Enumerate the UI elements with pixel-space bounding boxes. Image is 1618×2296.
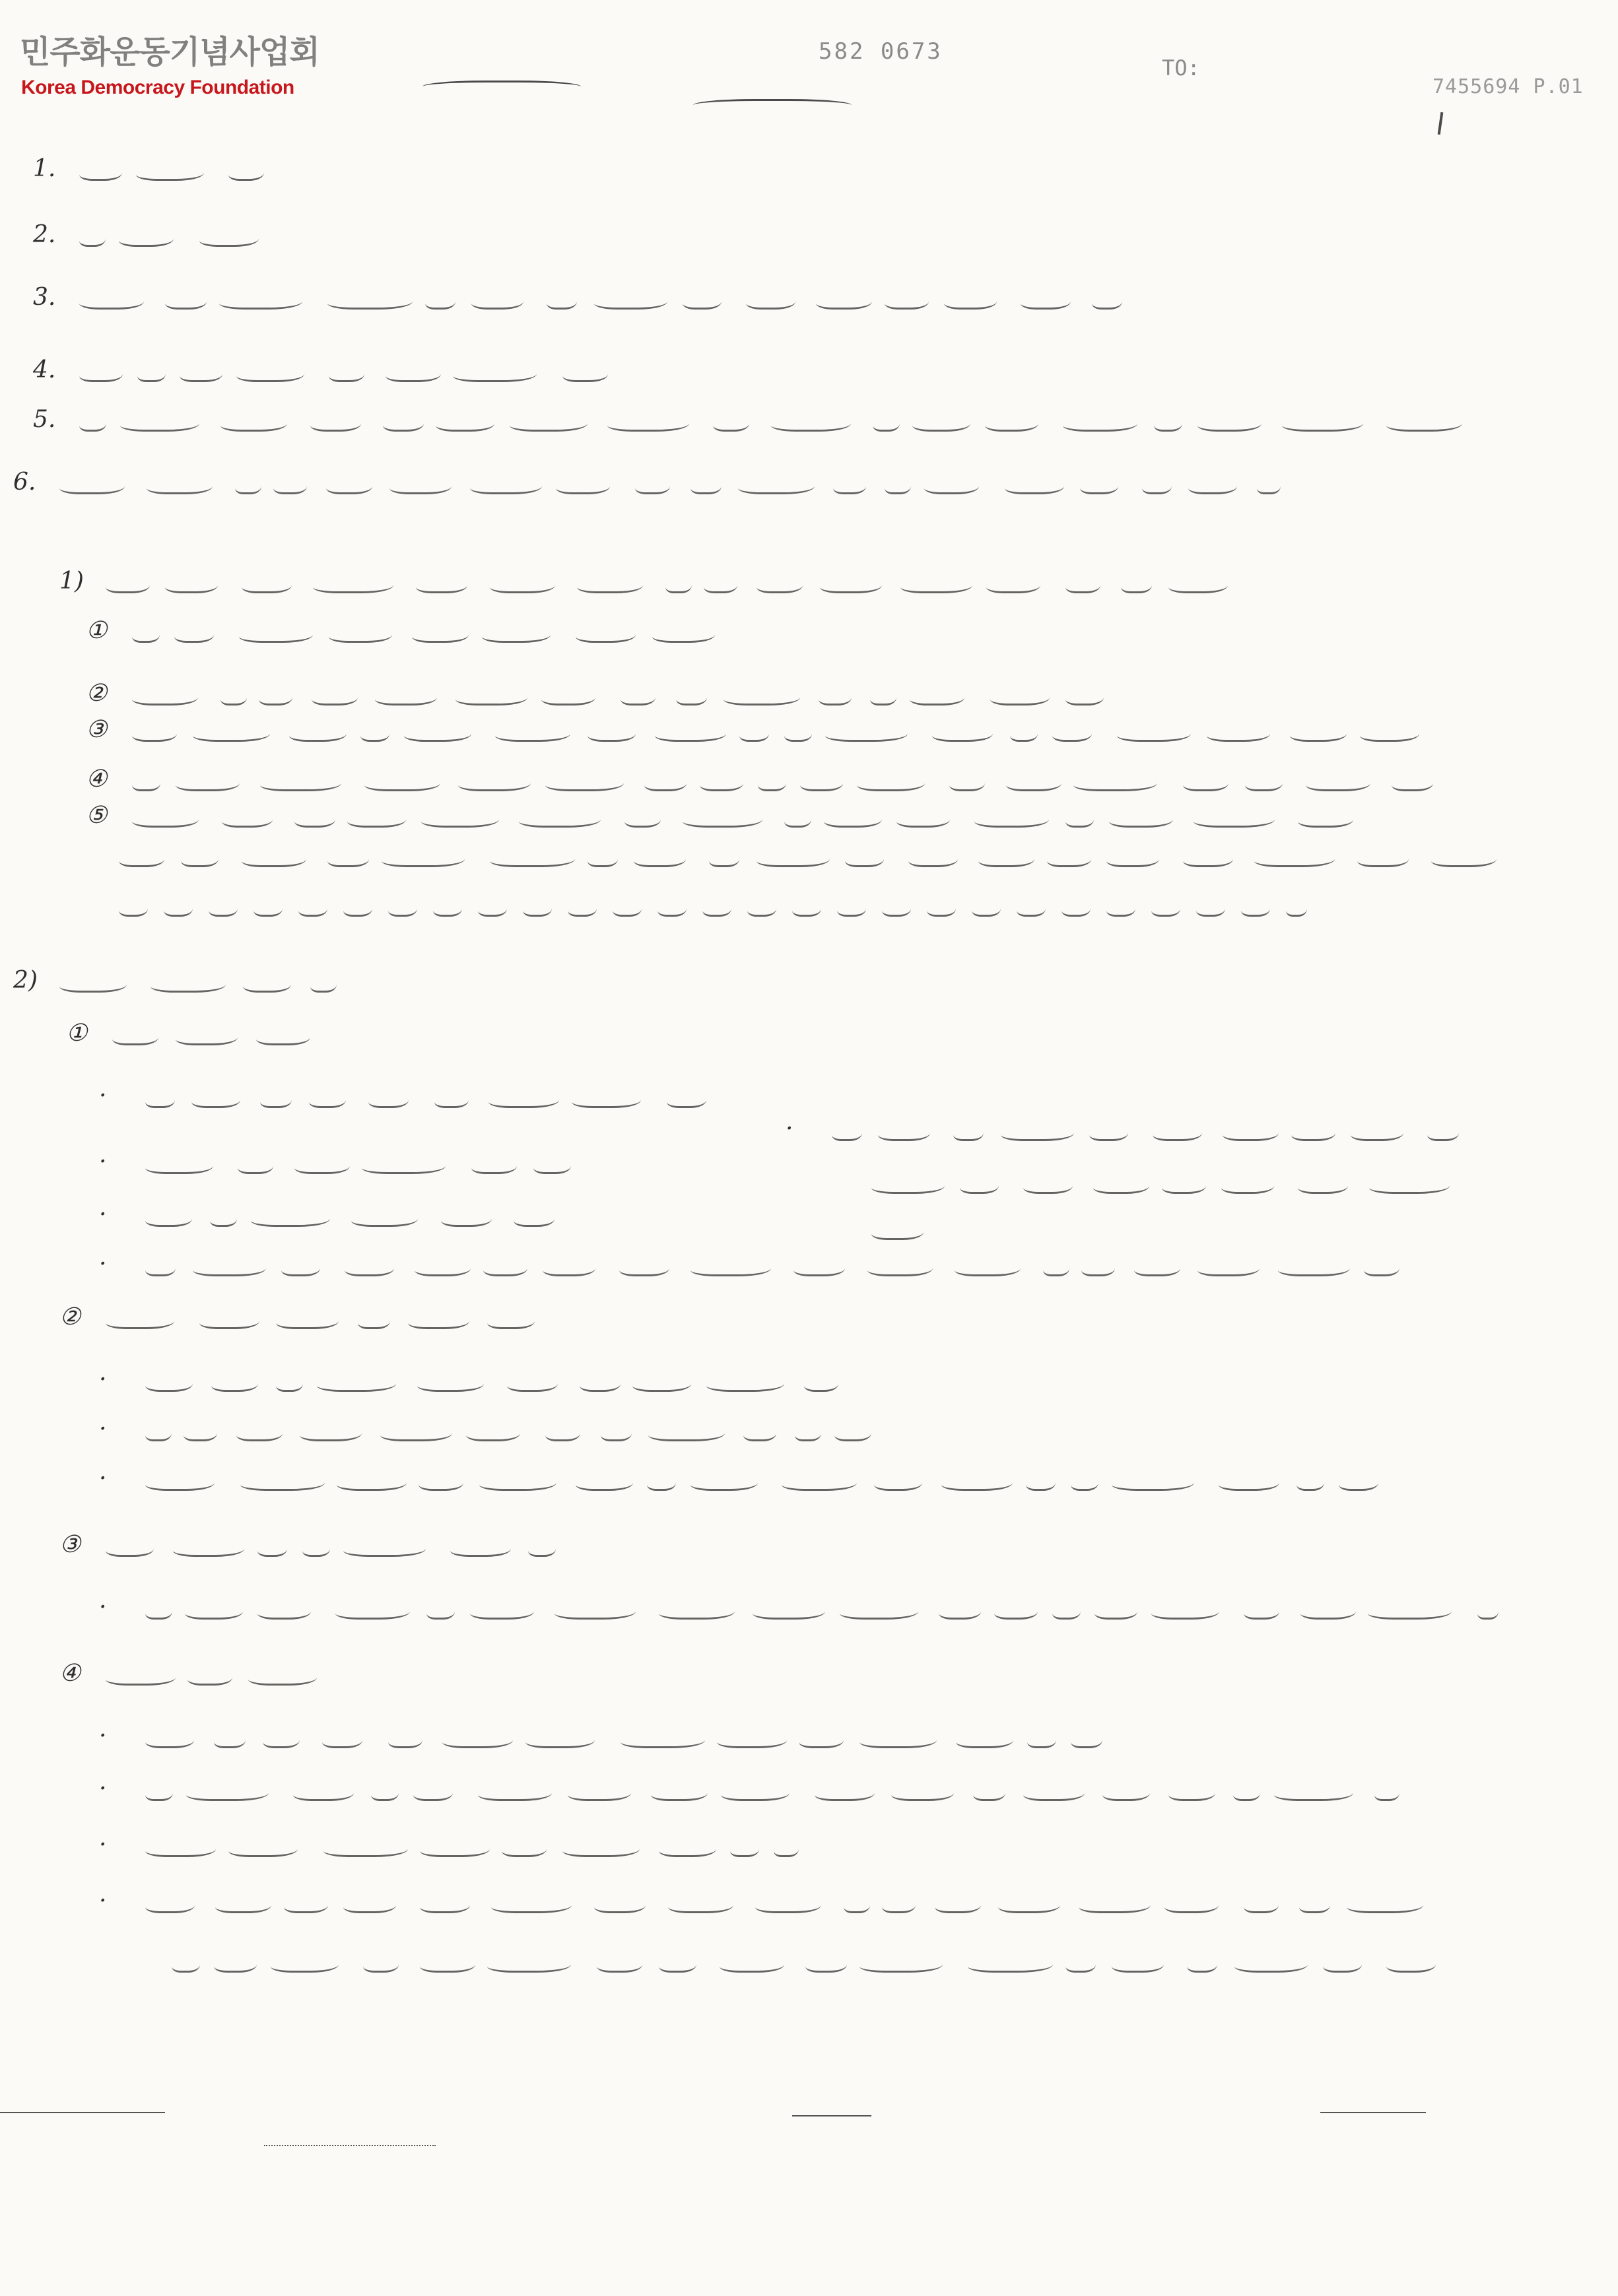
- handwritten-side-note: [825, 1168, 1459, 1197]
- handwriting-strokes: [132, 617, 726, 646]
- line-number: 2.: [33, 221, 56, 248]
- handwriting-strokes: [145, 1887, 1433, 1917]
- handwritten-line: [13, 469, 1287, 498]
- handwriting-strokes: [112, 1020, 310, 1049]
- handwritten-line: [99, 1201, 561, 1230]
- handwriting-strokes: [106, 568, 1228, 597]
- handwriting-strokes: [145, 1148, 574, 1177]
- handwriting-strokes: [132, 680, 1122, 709]
- line-number: ①: [66, 1020, 88, 1047]
- handwriting-strokes: [145, 1416, 871, 1445]
- handwritten-line: [86, 716, 1426, 745]
- line-number: ·: [99, 1251, 107, 1278]
- handwritten-header-scribble: [422, 81, 581, 96]
- handwriting-strokes: [59, 469, 1281, 498]
- logo-english-text: Korea Democracy Foundation: [21, 77, 294, 98]
- handwritten-line: [99, 1831, 805, 1860]
- line-number: 1): [59, 568, 84, 595]
- handwriting-strokes: [832, 1115, 1459, 1144]
- handwritten-line: [59, 1531, 588, 1560]
- line-number: ④: [86, 766, 108, 793]
- handwritten-line: [99, 1366, 845, 1395]
- handwritten-line: [59, 1303, 574, 1332]
- handwritten-line: [99, 1251, 1406, 1280]
- handwriting-strokes: [145, 1251, 1399, 1280]
- fax-number: 582 0673: [819, 38, 943, 65]
- handwriting-strokes: [79, 356, 621, 385]
- handwriting-strokes: [132, 716, 1419, 745]
- line-number: ②: [86, 680, 108, 707]
- handwriting-strokes: [79, 155, 277, 184]
- handwritten-line: [73, 891, 1314, 920]
- line-number: ·: [99, 1416, 107, 1443]
- line-number: ②: [59, 1303, 81, 1330]
- line-number: 1.: [33, 155, 56, 182]
- handwriting-strokes: [871, 1168, 1452, 1197]
- handwriting-strokes: [145, 1722, 1102, 1752]
- handwritten-line: [86, 802, 1360, 831]
- handwriting-strokes: [106, 1660, 317, 1689]
- handwritten-line: [66, 1020, 317, 1049]
- handwriting-strokes: [132, 802, 1353, 831]
- line-number: ·: [99, 1594, 107, 1621]
- handwriting-strokes: [106, 1303, 568, 1332]
- handwritten-side-note: [786, 1115, 1466, 1144]
- handwritten-line: [99, 1887, 1439, 1917]
- line-number: 5.: [33, 406, 56, 433]
- footer-mark: [264, 2145, 436, 2146]
- line-number: ·: [786, 1115, 793, 1142]
- logo-korean-text: 민주화운동기념사업회: [20, 34, 320, 71]
- handwriting-strokes: [145, 1831, 799, 1860]
- handwriting-strokes: [79, 406, 1466, 435]
- handwritten-line: [59, 568, 1234, 597]
- handwritten-line: [13, 967, 343, 996]
- handwritten-line: [86, 766, 1459, 795]
- handwritten-line: [59, 1660, 323, 1689]
- line-number: ·: [99, 1887, 107, 1915]
- page-mark: [1438, 112, 1444, 135]
- handwriting-strokes: [79, 221, 264, 250]
- handwritten-line: [99, 1416, 878, 1445]
- fax-to-label: TO:: [1162, 55, 1200, 81]
- handwriting-strokes: [132, 766, 1452, 795]
- handwritten-line: [99, 1082, 713, 1111]
- line-number: ①: [86, 617, 108, 644]
- handwritten-line: [33, 356, 627, 385]
- line-number: ③: [86, 716, 108, 743]
- handwritten-line: [86, 617, 733, 646]
- handwritten-line: [33, 155, 284, 184]
- handwritten-line: [33, 221, 271, 250]
- handwriting-strokes: [119, 891, 1307, 920]
- line-number: ·: [99, 1366, 107, 1393]
- line-number: ·: [99, 1722, 107, 1750]
- footer-mark: [792, 2115, 871, 2116]
- line-number: ·: [99, 1201, 107, 1228]
- line-number: ·: [99, 1831, 107, 1858]
- line-number: 4.: [33, 356, 56, 383]
- handwritten-line: [99, 1722, 1109, 1752]
- handwriting-strokes: [79, 284, 1122, 313]
- line-number: ·: [99, 1775, 107, 1802]
- handwriting-strokes: [172, 1947, 1459, 1976]
- handwriting-strokes: [145, 1465, 1399, 1494]
- handwritten-line: [99, 1148, 581, 1177]
- line-number: ③: [59, 1531, 81, 1558]
- handwritten-line: [73, 841, 1545, 870]
- handwriting-strokes: [145, 1366, 838, 1395]
- handwriting-strokes: [106, 1531, 581, 1560]
- handwritten-line: [86, 680, 1129, 709]
- line-number: ④: [59, 1660, 81, 1687]
- handwriting-strokes: [145, 1775, 1399, 1804]
- fax-id: 7455694 P.01: [1433, 75, 1584, 98]
- handwritten-line: [99, 1465, 1406, 1494]
- handwriting-strokes: [119, 841, 1538, 870]
- handwritten-line: [33, 284, 1129, 313]
- line-number: 3.: [33, 284, 56, 311]
- line-number: ·: [99, 1082, 107, 1109]
- line-number: ⑤: [86, 802, 108, 829]
- handwritten-side-note: [825, 1214, 931, 1243]
- foundation-logo: [20, 26, 337, 99]
- handwriting-strokes: [59, 967, 337, 996]
- handwriting-strokes: [145, 1594, 1499, 1623]
- footer-mark: [1320, 2112, 1426, 2113]
- footer-mark: [0, 2112, 165, 2113]
- handwritten-line: [33, 406, 1472, 435]
- line-number: ·: [99, 1148, 107, 1175]
- handwritten-line: [99, 1594, 1505, 1623]
- line-number: ·: [99, 1465, 107, 1492]
- handwriting-strokes: [871, 1214, 924, 1243]
- handwritten-line: [125, 1947, 1466, 1976]
- line-number: 6.: [13, 469, 36, 496]
- handwriting-strokes: [145, 1201, 555, 1230]
- handwritten-header-scribble: [693, 99, 852, 114]
- handwritten-line: [99, 1775, 1406, 1804]
- handwriting-strokes: [145, 1082, 706, 1111]
- line-number: 2): [13, 967, 38, 994]
